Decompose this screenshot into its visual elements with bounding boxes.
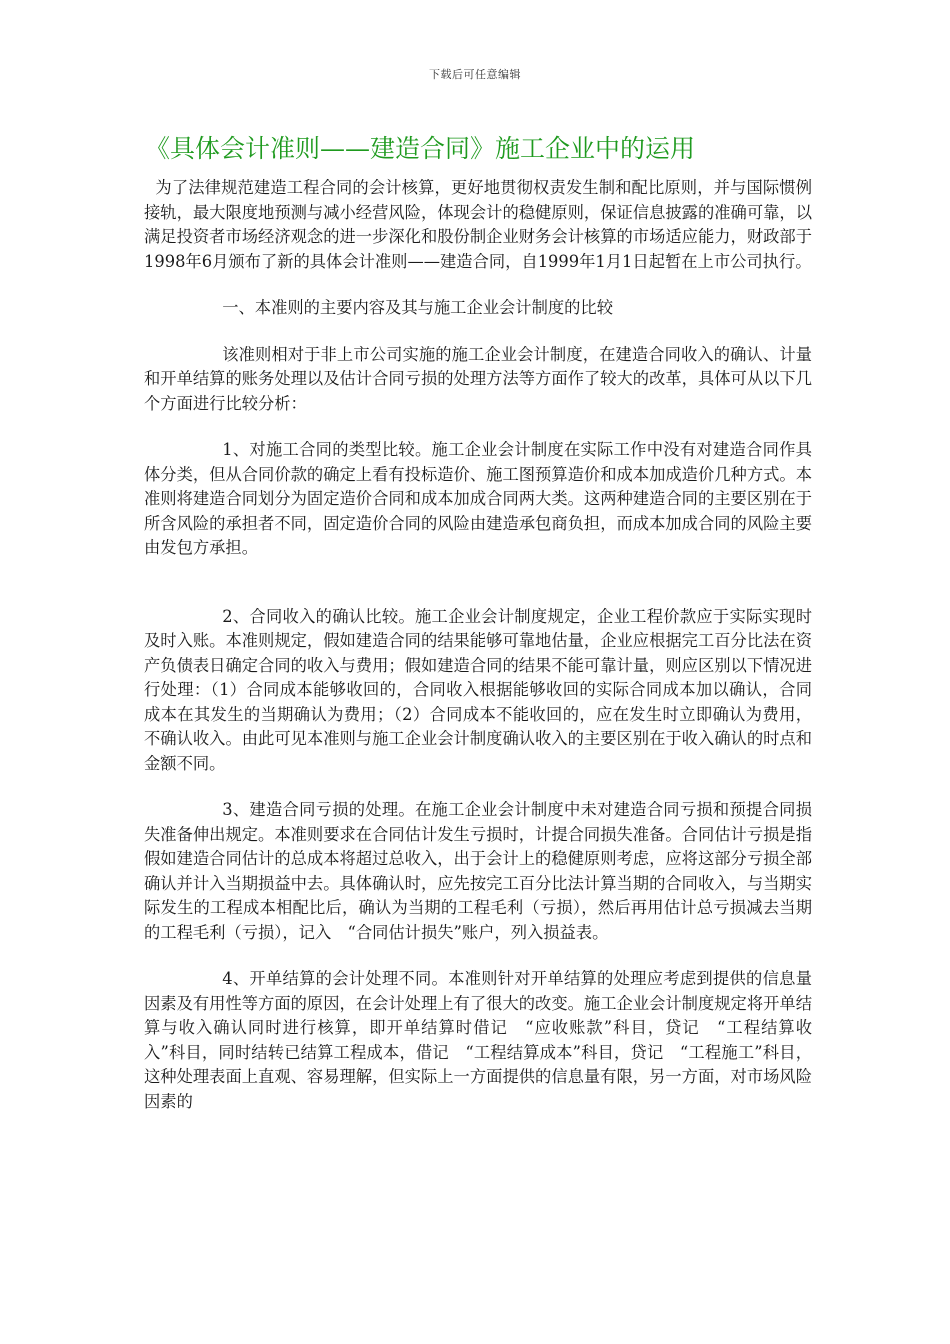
paragraph-overview: 该准则相对于非上市公司实施的施工企业会计制度，在建造合同收入的确认、计量和开单结算的账务处理以及估计合同亏损的处理方法等方面作了较大的改革，具体可从以下几个方面进行比较分析： xyxy=(144,344,812,413)
paragraph-intro: 为了法律规范建造工程合同的会计核算，更好地贯彻权责发生制和配比原则，并与国际惯例接轨，最大限度地预测与减小经营风险，体现会计的稳健原则，保证信息披露的准确可靠，以满足投资者市场经济观念的进一步深化和股份制企业财务会计核算的市场适应能力，财政部于1998年6月颁布了新的具体会计准则——建造合同，自1999年1月1日起暂在上市公司执行。 xyxy=(144,178,812,271)
paragraph-point-2: 2、合同收入的确认比较。施工企业会计制度规定，企业工程价款应于实际实现时及时入账。本准则规定，假如建造合同的结果能够可靠地估量，企业应根据完工百分比法在资产负债表日确定合同的收入与费用；假如建造合同的结果不能可靠计量，则应区别以下情况进行处理：（1）合同成本能够收回的，合同收入根据能够收回的实际合同成本加以确认，合同成本在其发生的当期确认为费用；（2）合同成本不能收回的，应在发生时立即确认为费用，不确认收入。由此可见本准则与施工企业会计制度确认收入的主要区别在于收入确认的时点和金额不同。 xyxy=(144,606,812,773)
document-body xyxy=(144,176,812,1114)
paragraph-point-3: 3、建造合同亏损的处理。在施工企业会计制度中未对建造合同亏损和预提合同损失准备伸出规定。本准则要求在合同估计发生亏损时，计提合同损失准备。合同估计亏损是指假如建造合同估计的总成本将超过总收入，出于会计上的稳健原则考虑，应将这部分亏损全部确认并计入当期损益中去。具体确认时，应先按完工百分比法计算当期的合同收入，与当期实际发生的工程成本相配比后，确认为当期的工程毛利（亏损），然后再用估计总亏损减去当期的工程毛利（亏损），记入 “合同估计损失”账户，列入损益表。 xyxy=(144,800,812,942)
section-heading-1: 一、本准则的主要内容及其与施工企业会计制度的比较 xyxy=(222,298,613,317)
paragraph-point-1: 1、对施工合同的类型比较。施工企业会计制度在实际工作中没有对建造合同作具体分类，但从合同价款的确定上看有投标造价、施工图预算造价和成本加成造价几种方式。本准则将建造合同划分为固定造价合同和成本加成合同两大类。这两种建造合同的主要区别在于所含风险的承担者不同，固定造价合同的风险由建造承包商负担，而成本加成合同的风险主要由发包方承担。 xyxy=(144,440,812,557)
page-header-note: 下载后可任意编辑 xyxy=(429,68,521,81)
document-title: 《具体会计准则——建造合同》施工企业中的运用 xyxy=(145,134,696,163)
paragraph-point-4: 4、开单结算的会计处理不同。本准则针对开单结算的处理应考虑到提供的信息量因素及有用性等方面的原因，在会计处理上有了很大的改变。施工企业会计制度规定将开单结算与收入确认同时进行核算，即开单结算时借记 “应收账款”科目，贷记 “工程结算收入”科目，同时结转已结算工程成本，借记 “工程结算成本”科目，贷记 “工程施工”科目，这种处理表面上直观、容易理解，但实际上一方面提供的信息量有限，另一方面，对市场风险因素的 xyxy=(144,969,812,1111)
